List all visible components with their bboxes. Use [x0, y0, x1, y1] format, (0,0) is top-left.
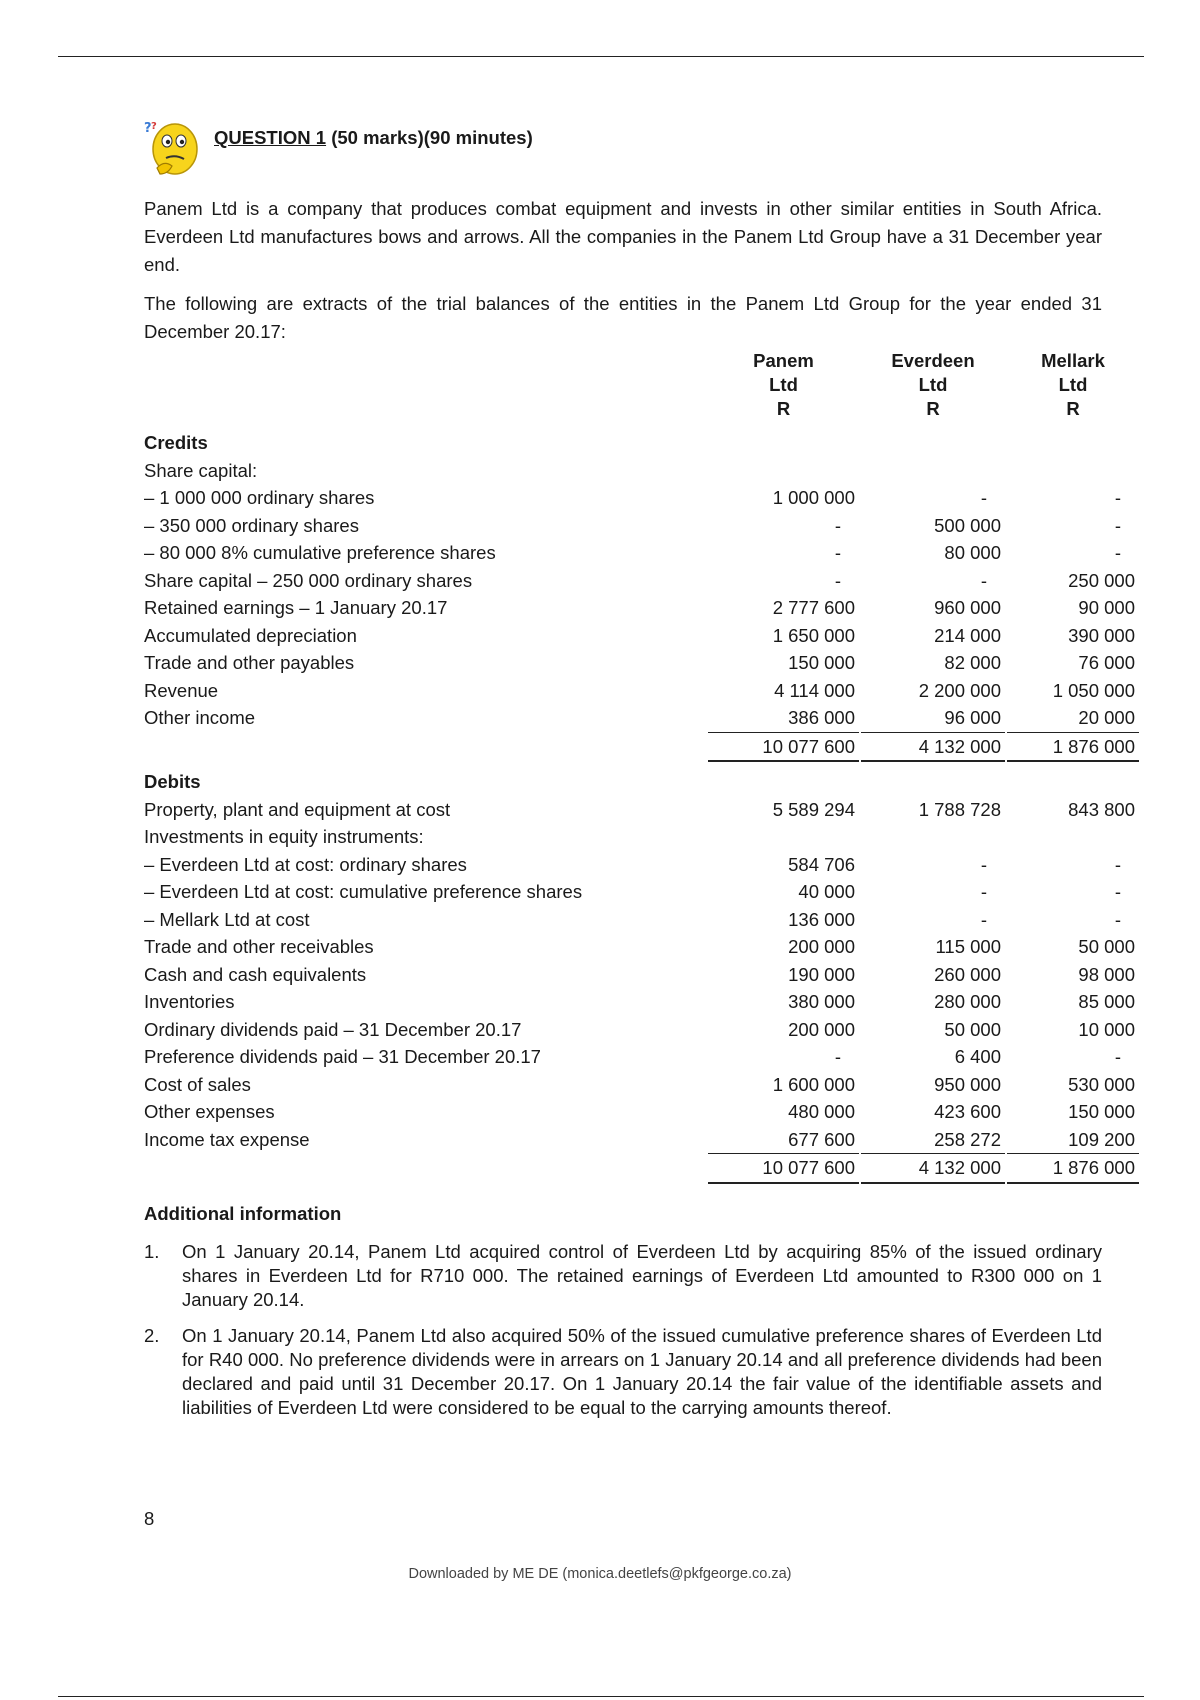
- list-item-text: On 1 January 20.14, Panem Ltd acquired control of Everdeen Ltd by acquiring 85% of the issued ordinary shares in Everdeen Ltd for R710 000. The retained earnings of Everdeen Ltd amounted to R300 000 on 1 January 20.14.: [182, 1241, 1102, 1310]
- row-value: 677 600: [788, 1128, 855, 1150]
- row-value: 82 000: [944, 652, 1001, 673]
- row-value: 500 000: [934, 514, 1001, 536]
- row-value: 584 706: [788, 853, 855, 875]
- total-value: 10 077 600: [708, 732, 859, 761]
- table-row: [144, 1126, 1139, 1154]
- row-value: [708, 823, 859, 851]
- list-item: [144, 1324, 1102, 1420]
- row-value: -: [1114, 542, 1121, 563]
- row-value: 115 000: [935, 936, 1001, 957]
- row-label: Trade and other receivables: [144, 936, 374, 957]
- row-value: 98 000: [1078, 963, 1135, 985]
- debits-heading: Debits: [144, 771, 201, 792]
- total-value: 4 132 000: [861, 1154, 1005, 1183]
- row-value: 1 650 000: [772, 624, 855, 646]
- row-label: Retained earnings – 1 January 20.17: [144, 597, 448, 618]
- table-row: [144, 1043, 1139, 1071]
- bottom-rule: [58, 1696, 1144, 1697]
- row-label: Cost of sales: [144, 1073, 251, 1095]
- row-value: -: [980, 908, 987, 930]
- row-value: 258 272: [934, 1128, 1001, 1150]
- list-item-text: On 1 January 20.14, Panem Ltd also acquired 50% of the issued cumulative preference shares of Everdeen Ltd for R40 000. No preference dividends were in arrears on 1 January 20.14 and all preference dividends had been declared and paid until 31 December 20.17. On 1 January 20.14 the fair value of the identifiable assets and liabilities of Everdeen Ltd were considered to be equal to the carrying amounts thereof.: [182, 1325, 1102, 1418]
- row-value: 50 000: [1078, 936, 1135, 957]
- row-value: 2 777 600: [772, 597, 855, 618]
- row-value: [861, 823, 1005, 851]
- column-header-row: [144, 349, 1139, 373]
- row-label: Other expenses: [144, 1101, 275, 1122]
- row-label: Share capital:: [144, 459, 258, 481]
- row-label: Revenue: [144, 679, 219, 701]
- row-value: 386 000: [788, 707, 855, 728]
- row-value: 50 000: [944, 1018, 1001, 1040]
- total-value: 1 876 000: [1007, 1154, 1139, 1183]
- table-row: [144, 567, 1139, 595]
- row-value: 480 000: [788, 1101, 855, 1122]
- trial-balance-table: [144, 349, 1139, 1190]
- download-footer: Downloaded by ME DE (monica.deetlefs@pkfgeorge.co.za): [408, 1566, 792, 1582]
- additional-information-heading: Additional information: [144, 1203, 342, 1224]
- table-row: [144, 961, 1139, 989]
- row-value: 20 000: [1078, 707, 1135, 728]
- row-value: 960 000: [934, 597, 1001, 618]
- table-row: [144, 594, 1139, 622]
- table-row: [144, 484, 1139, 512]
- credits-heading: Credits: [144, 432, 208, 453]
- row-value: 150 000: [1068, 1101, 1135, 1122]
- row-value: 96 000: [944, 707, 1001, 728]
- table-row: [144, 457, 1139, 485]
- row-value: 250 000: [1068, 569, 1135, 591]
- row-value: 260 000: [934, 963, 1001, 985]
- intro-paragraph-1: Panem Ltd is a company that produces combat equipment and invests in other similar entities in South Africa. Everdeen Ltd manufactures bows and arrows. All the companies in the Panem Ltd Group have a 31 December year end.: [144, 198, 1102, 275]
- row-label: Property, plant and equipment at cost: [144, 798, 451, 820]
- row-value: 85 000: [1078, 991, 1135, 1012]
- table-row: [144, 622, 1139, 650]
- row-value: 1 600 000: [772, 1073, 855, 1095]
- row-value: 10 000: [1078, 1018, 1135, 1040]
- row-value: 80 000: [944, 542, 1001, 563]
- row-value: 4 114 000: [774, 679, 855, 701]
- table-row: [144, 512, 1139, 540]
- row-label: – Everdeen Ltd at cost: ordinary shares: [144, 853, 467, 875]
- row-value: [1007, 457, 1139, 485]
- table-row: [144, 677, 1139, 705]
- row-label: – Everdeen Ltd at cost: cumulative preference shares: [144, 881, 583, 902]
- table-row: [144, 988, 1139, 1016]
- table-row: [144, 1016, 1139, 1044]
- question-header: [144, 118, 533, 182]
- table-row: [144, 823, 1139, 851]
- row-value: -: [980, 881, 987, 902]
- row-value: -: [980, 569, 987, 591]
- total-value: 4 132 000: [861, 732, 1005, 761]
- row-label: Other income: [144, 707, 256, 729]
- row-value: 200 000: [788, 936, 855, 957]
- row-label: – Mellark Ltd at cost: [144, 908, 310, 930]
- row-value: -: [834, 542, 841, 563]
- row-value: 380 000: [788, 991, 855, 1012]
- question-title: QUESTION 1 (50 marks)(90 minutes): [214, 127, 533, 148]
- row-value: 280 000: [934, 991, 1001, 1012]
- row-value: 843 800: [1068, 798, 1135, 820]
- svg-text:?: ?: [144, 121, 152, 136]
- row-value: -: [1114, 853, 1121, 875]
- table-row: [144, 878, 1139, 906]
- row-value: 1 000 000: [772, 487, 855, 508]
- thinking-face-icon: [144, 118, 200, 182]
- row-label: – 1 000 000 ordinary shares: [144, 487, 375, 508]
- table-row: [144, 539, 1139, 567]
- column-header: Panem: [753, 350, 814, 371]
- row-label: Accumulated depreciation: [144, 624, 357, 646]
- row-value: 200 000: [788, 1018, 855, 1040]
- table-row: [144, 851, 1139, 879]
- list-item-number: 2.: [144, 1325, 160, 1346]
- table-row: [144, 1071, 1139, 1099]
- row-value: [861, 457, 1005, 485]
- row-value: -: [834, 1046, 841, 1067]
- row-value: 950 000: [934, 1073, 1001, 1095]
- table-row: [144, 704, 1139, 732]
- row-value: 1 050 000: [1052, 679, 1135, 701]
- row-value: 40 000: [798, 881, 855, 902]
- row-value: 150 000: [788, 652, 855, 673]
- intro-paragraph-2: The following are extracts of the trial balances of the entities in the Panem Ltd Group for the year ended 31 December 20.17:: [144, 293, 1102, 342]
- row-value: -: [980, 853, 987, 875]
- row-label: – 350 000 ordinary shares: [144, 514, 359, 536]
- row-value: 90 000: [1078, 597, 1135, 618]
- row-value: -: [1114, 1046, 1121, 1067]
- column-header-row: [144, 373, 1139, 397]
- row-label: Income tax expense: [144, 1128, 310, 1150]
- table-row: [144, 906, 1139, 934]
- row-value: 2 200 000: [918, 679, 1001, 701]
- row-value: 1 788 728: [918, 798, 1001, 820]
- svg-text:?: ?: [151, 121, 157, 132]
- column-header: Ltd: [1058, 374, 1088, 395]
- row-label: – 80 000 8% cumulative preference shares: [144, 542, 496, 563]
- row-value: 530 000: [1068, 1073, 1135, 1095]
- row-value: -: [1114, 881, 1121, 902]
- list-item: [144, 1240, 1102, 1312]
- total-value: 1 876 000: [1007, 732, 1139, 761]
- additional-information-list: [144, 1240, 1102, 1432]
- row-label: Cash and cash equivalents: [144, 963, 367, 985]
- column-header: Ltd: [918, 374, 948, 395]
- list-item-number: 1.: [144, 1241, 160, 1262]
- page-number: 8: [144, 1508, 155, 1529]
- row-value: [1007, 823, 1139, 851]
- row-value: 109 200: [1068, 1128, 1135, 1150]
- credits-total-row: [144, 732, 1139, 761]
- debits-total-row: [144, 1154, 1139, 1183]
- row-value: 6 400: [954, 1046, 1001, 1067]
- row-label: Trade and other payables: [144, 652, 355, 673]
- row-value: 76 000: [1078, 652, 1135, 673]
- row-value: -: [834, 514, 841, 536]
- column-header: R: [1066, 398, 1080, 419]
- column-header: R: [776, 398, 791, 419]
- row-value: 390 000: [1068, 624, 1135, 646]
- row-value: -: [980, 487, 987, 508]
- row-value: 136 000: [788, 908, 855, 930]
- top-rule: [58, 56, 1144, 57]
- row-label: Ordinary dividends paid – 31 December 20.17: [144, 1018, 522, 1040]
- column-header: Everdeen: [891, 350, 975, 371]
- row-value: -: [1114, 487, 1121, 508]
- row-value: 190 000: [788, 963, 855, 985]
- row-value: 214 000: [934, 624, 1001, 646]
- column-header: Mellark: [1041, 350, 1105, 371]
- table-row: [144, 796, 1139, 824]
- table-row: [144, 649, 1139, 677]
- row-label: Preference dividends paid – 31 December 20.17: [144, 1046, 541, 1067]
- row-value: 423 600: [934, 1101, 1001, 1122]
- row-value: 5 589 294: [772, 798, 855, 820]
- table-row: [144, 1098, 1139, 1126]
- row-value: -: [1114, 514, 1121, 536]
- row-label: Share capital – 250 000 ordinary shares: [144, 569, 473, 591]
- column-header: R: [926, 398, 940, 419]
- row-value: -: [1114, 908, 1121, 930]
- row-value: [708, 457, 859, 485]
- column-header-row: [144, 397, 1139, 421]
- row-label: Investments in equity instruments:: [144, 826, 424, 847]
- column-header: Ltd: [769, 374, 798, 395]
- total-value: 10 077 600: [708, 1154, 859, 1183]
- row-label: Inventories: [144, 991, 235, 1012]
- row-value: -: [834, 569, 841, 591]
- table-row: [144, 933, 1139, 961]
